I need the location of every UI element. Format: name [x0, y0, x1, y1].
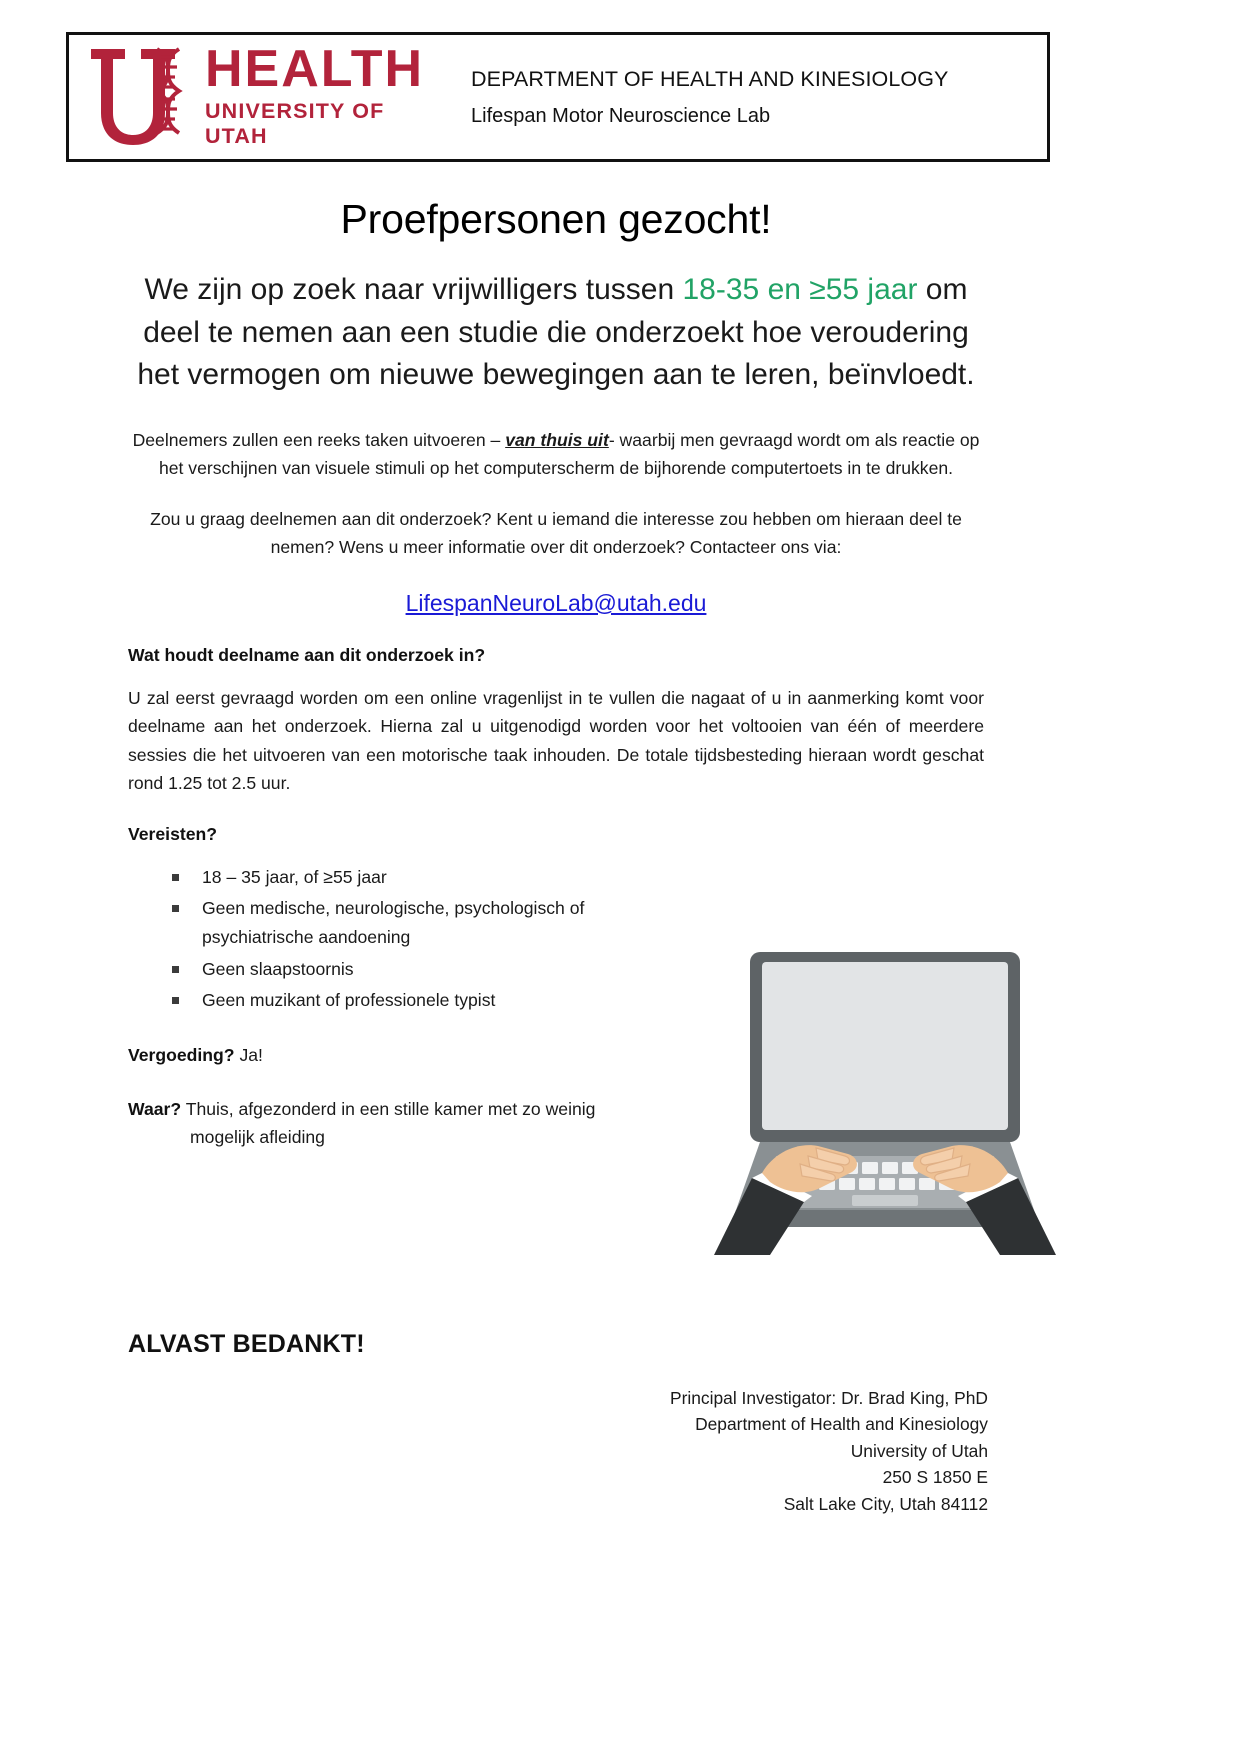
footer-line-pi: Principal Investigator: Dr. Brad King, PhD [669, 1388, 988, 1408]
footer-line-department: Department of Health and Kinesiology [695, 1414, 988, 1435]
logo-university-word: UNIVERSITY OF UTAH [205, 99, 385, 149]
lead-paragraph [128, 269, 984, 397]
lead-age-highlight: 18-35 en ≥55 jaar [682, 273, 918, 306]
task-desc-after: - waarbij men gevraagd wordt om als reactie op het verschijnen van visuele stimuli op het computerscherm de bijhorende computertoets in te drukken. [158, 429, 980, 478]
footer-line-university: University of Utah [850, 1440, 988, 1461]
lead-part-2: om deel te nemen aan een studie die onderzoekt hoe veroudering het vermogen om nieuwe bewegingen aan te leren, beïnvloedt. [137, 273, 975, 392]
list-item: Geen slaapstoornis [170, 955, 688, 984]
contact-email-row [128, 590, 984, 617]
list-item: Geen muzikant of professionele typist [170, 986, 688, 1015]
location-label: Waar? [128, 1099, 182, 1120]
compensation-label: Vergoeding? [128, 1044, 235, 1065]
header-text-block [449, 67, 1047, 128]
university-logo [69, 35, 449, 159]
requirements-heading: Vereisten? [128, 823, 217, 844]
lab-title: Lifespan Motor Neuroscience Lab [471, 104, 771, 127]
footer-contact-block [670, 1385, 988, 1517]
footer-line-street: 250 S 1850 E [882, 1467, 988, 1488]
poster-header [66, 32, 1050, 162]
contact-email-link[interactable]: LifespanNeuroLab@utah.edu [405, 589, 707, 616]
footer-line-city: Salt Lake City, Utah 84112 [783, 1493, 988, 1514]
university-of-utah-u-dna-logo-icon [83, 43, 195, 151]
lead-part-1: We zijn op zoek naar vrijwilligers tussen [144, 273, 683, 306]
from-home-emphasis: van thuis uit [505, 429, 609, 450]
participation-heading: Wat houdt deelname aan dit onderzoek in? [128, 644, 486, 665]
requirements-list [128, 863, 688, 1015]
department-title: DEPARTMENT OF HEALTH AND KINESIOLOGY [471, 66, 949, 91]
list-item: 18 – 35 jaar, of ≥55 jaar [170, 863, 688, 892]
location-value: Thuis, afgezonderd in een stille kamer met zo weinig [185, 1099, 596, 1120]
laptop-with-typing-hands-illustration-icon [712, 930, 1058, 1255]
participation-body: U zal eerst gevraagd worden om een online vragenlijst in te vullen die nagaat of u in aanmerking komt voor deelname aan het onderzoek. Hierna zal u uitgenodigd worden voor het voltooien van één of meerdere sessies die het uitvoeren van een motorische taak inhouden. De totale tijdsbesteding hieraan wordt geschat rond 1.25 tot 2.5 uur. [128, 687, 984, 794]
thanks-heading: ALVAST BEDANKT! [128, 1330, 365, 1358]
location-value-line2: mogelijk afleiding [190, 1127, 325, 1148]
task-desc-before: Deelnemers zullen een reeks taken uitvoeren – [132, 429, 506, 450]
list-item: Geen medische, neurologische, psychologisch of psychiatrische aandoening [170, 894, 688, 952]
compensation-value: Ja! [239, 1044, 263, 1065]
call-to-action-paragraph: Zou u graag deelnemen aan dit onderzoek? Kent u iemand die interesse zou hebben om hieraan deel te nemen? Wens u meer informatie over dit onderzoek? Contacteer ons via: [150, 509, 962, 558]
logo-health-word: HEALTH [205, 39, 425, 98]
page-title: Proefpersonen gezocht! [340, 196, 772, 242]
task-description-paragraph [128, 427, 984, 483]
